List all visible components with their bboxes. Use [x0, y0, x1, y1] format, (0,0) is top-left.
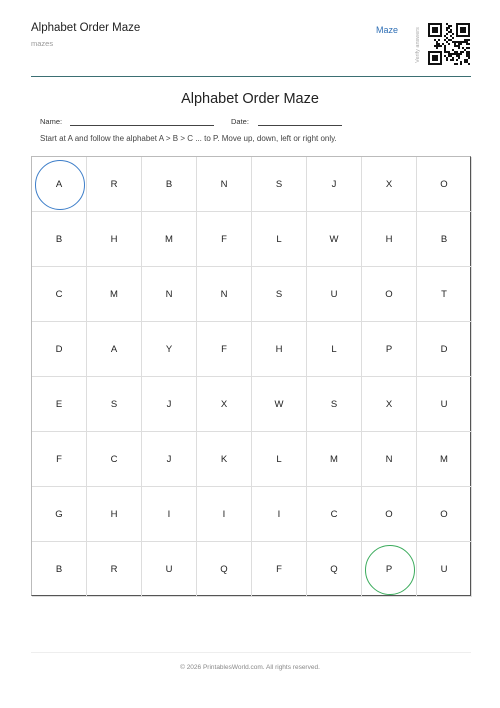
maze-cell[interactable]: H: [87, 212, 142, 267]
maze-cell[interactable]: H: [87, 487, 142, 542]
maze-cell[interactable]: E: [32, 377, 87, 432]
maze-cell[interactable]: G: [32, 487, 87, 542]
maze-cell[interactable]: C: [87, 432, 142, 487]
footer-divider: [31, 652, 471, 653]
maze-cell[interactable]: S: [252, 267, 307, 322]
maze-cell[interactable]: W: [307, 212, 362, 267]
maze-cell[interactable]: U: [417, 377, 472, 432]
maze-cell[interactable]: H: [252, 322, 307, 377]
maze-cell[interactable]: T: [417, 267, 472, 322]
verify-answers-label: [409, 20, 427, 70]
maze-cell[interactable]: I: [197, 487, 252, 542]
maze-cell[interactable]: S: [87, 377, 142, 432]
maze-cell[interactable]: W: [252, 377, 307, 432]
maze-cell[interactable]: B: [142, 157, 197, 212]
maze-cell[interactable]: Q: [197, 542, 252, 597]
maze-cell[interactable]: Y: [142, 322, 197, 377]
maze-cell[interactable]: L: [252, 212, 307, 267]
maze-cell[interactable]: M: [307, 432, 362, 487]
maze-cell[interactable]: D: [32, 322, 87, 377]
date-label: Date:: [231, 117, 249, 126]
maze-cell[interactable]: P: [362, 542, 417, 597]
maze-cell[interactable]: Q: [307, 542, 362, 597]
maze-cell[interactable]: N: [142, 267, 197, 322]
header-subtitle: mazes: [31, 39, 54, 48]
maze-cell[interactable]: F: [252, 542, 307, 597]
footer-copyright: © 2026 PrintablesWorld.com. All rights reserved.: [180, 664, 320, 671]
maze-cell[interactable]: F: [197, 212, 252, 267]
maze-cell[interactable]: J: [142, 377, 197, 432]
maze-cell[interactable]: U: [417, 542, 472, 597]
maze-cell[interactable]: B: [417, 212, 472, 267]
qr-code-graphic: [428, 17, 470, 72]
maze-cell[interactable]: L: [307, 322, 362, 377]
header-divider: [31, 76, 471, 77]
maze-cell[interactable]: X: [362, 157, 417, 212]
maze-cell[interactable]: J: [307, 157, 362, 212]
maze-cell[interactable]: S: [252, 157, 307, 212]
maze-cell[interactable]: U: [142, 542, 197, 597]
maze-cell[interactable]: S: [307, 377, 362, 432]
maze-cell[interactable]: U: [307, 267, 362, 322]
maze-cell[interactable]: K: [197, 432, 252, 487]
maze-cell[interactable]: N: [197, 157, 252, 212]
maze-cell[interactable]: P: [362, 322, 417, 377]
maze-cell[interactable]: D: [417, 322, 472, 377]
maze-cell[interactable]: R: [87, 542, 142, 597]
maze-grid: [31, 156, 471, 596]
maze-cell[interactable]: A: [87, 322, 142, 377]
maze-cell[interactable]: I: [252, 487, 307, 542]
maze-cell[interactable]: N: [362, 432, 417, 487]
maze-cell[interactable]: M: [87, 267, 142, 322]
verify-answers-text: Verify answers: [415, 27, 421, 63]
maze-cell[interactable]: L: [252, 432, 307, 487]
category-link[interactable]: Maze: [376, 25, 399, 35]
maze-cell[interactable]: X: [197, 377, 252, 432]
qr-code-icon[interactable]: [428, 17, 470, 72]
maze-cell[interactable]: B: [32, 542, 87, 597]
maze-cell[interactable]: R: [87, 157, 142, 212]
page-title: Alphabet Order Maze: [181, 91, 319, 107]
name-label: Name:: [40, 117, 63, 126]
maze-cell[interactable]: J: [142, 432, 197, 487]
maze-cell[interactable]: I: [142, 487, 197, 542]
maze-cell[interactable]: B: [32, 212, 87, 267]
date-field[interactable]: [258, 125, 342, 126]
maze-cell[interactable]: A: [32, 157, 87, 212]
maze-cell[interactable]: X: [362, 377, 417, 432]
maze-cell[interactable]: F: [197, 322, 252, 377]
maze-cell[interactable]: N: [197, 267, 252, 322]
maze-cell[interactable]: M: [417, 432, 472, 487]
maze-cell[interactable]: O: [362, 267, 417, 322]
name-field[interactable]: [70, 125, 214, 126]
instructions-text: Start at A and follow the alphabet A > B > C ... to P. Move up, down, left or right only.: [40, 134, 337, 143]
maze-cell[interactable]: O: [417, 487, 472, 542]
maze-cell[interactable]: M: [142, 212, 197, 267]
maze-cell[interactable]: C: [307, 487, 362, 542]
maze-cell[interactable]: F: [32, 432, 87, 487]
maze-cell[interactable]: O: [417, 157, 472, 212]
maze-cell[interactable]: C: [32, 267, 87, 322]
maze-cell[interactable]: O: [362, 487, 417, 542]
header-title: Alphabet Order Maze: [31, 22, 141, 34]
maze-cell[interactable]: H: [362, 212, 417, 267]
